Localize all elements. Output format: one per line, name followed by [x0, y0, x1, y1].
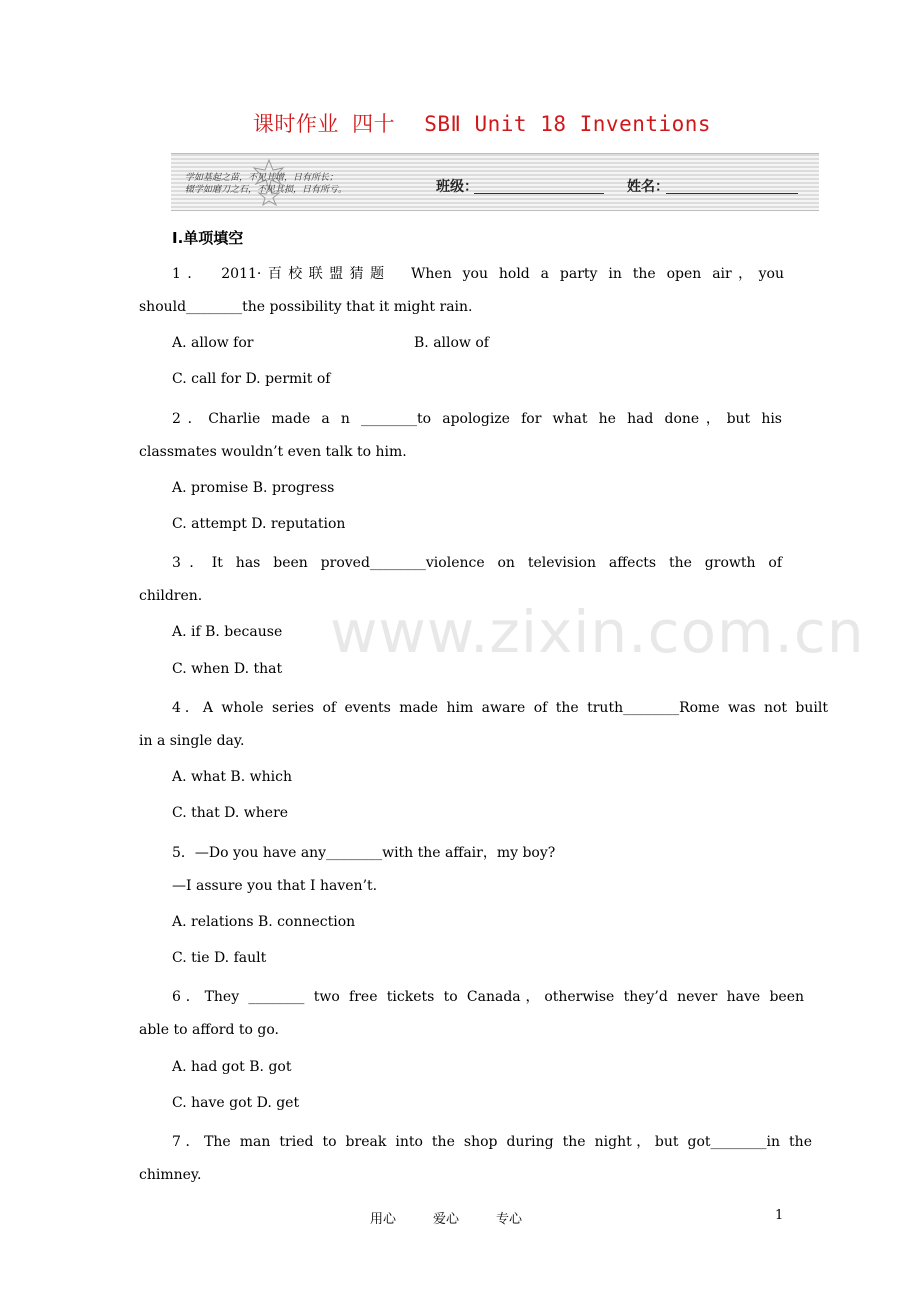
footer-slogan-2: 爱心 — [433, 1212, 460, 1227]
header-banner — [171, 153, 819, 211]
question-1-line-2: should________the possibility that it might rain. — [139, 299, 473, 315]
footer-slogan-1: 用心 — [370, 1212, 397, 1227]
question-1-option-b: B. allow of — [414, 335, 489, 351]
section-title: Ⅰ.单项填空 — [172, 229, 244, 247]
question-6-options-ab: A. had got B. got — [172, 1059, 292, 1075]
question-6-options-cd: C. have got D. get — [172, 1095, 300, 1111]
watermark: www.zixin.com.cn — [330, 598, 865, 666]
page-number: 1 — [775, 1208, 784, 1223]
question-2-line-2: classmates wouldn’t even talk to him. — [139, 444, 407, 460]
question-7-line-1: 7．The man tried to break into the shop during the night，but got________in the — [172, 1134, 812, 1150]
question-3-line-2: children. — [139, 588, 203, 604]
question-5-line-2: —I assure you that I haven’t. — [172, 878, 378, 894]
motto-text: 学如基起之苗，不见其增，日有所长； 辍学如磨刀之石，不见其损，日有所亏。 — [185, 173, 348, 195]
question-3-options-cd: C. when D. that — [172, 661, 283, 677]
question-1-options-cd: C. call for D. permit of — [172, 371, 331, 387]
question-4-line-2: in a single day. — [139, 733, 245, 749]
question-2-options-ab: A. promise B. progress — [172, 480, 335, 496]
question-5-options-cd: C. tie D. fault — [172, 950, 267, 966]
question-7-line-2: chimney. — [139, 1167, 202, 1183]
question-2-line-1: 2．Charlie made a n ________to apologize for what he had done，but his — [172, 411, 782, 427]
class-field[interactable] — [474, 193, 604, 194]
title-english: SBⅡ Unit 18 Inventions — [424, 112, 712, 136]
page-title — [0, 108, 920, 138]
question-4-options-cd: C. that D. where — [172, 805, 289, 821]
question-6-line-1: 6．They ________ two free tickets to Canada，otherwise they’d never have been — [172, 989, 804, 1005]
question-4-line-1: 4．A whole series of events made him aware of the truth________Rome was not built — [172, 700, 828, 716]
question-5-line-1: 5．—Do you have any________with the affair，my boy? — [172, 845, 556, 861]
question-5-options-ab: A. relations B. connection — [172, 914, 356, 930]
question-4-options-ab: A. what B. which — [172, 769, 292, 785]
question-1-option-a: A. allow for — [172, 335, 254, 351]
question-6-line-2: able to afford to go. — [139, 1022, 279, 1038]
footer-slogan-3: 专心 — [496, 1212, 523, 1227]
class-label: 班级： — [436, 179, 478, 195]
question-1-line-1: 1． 2011·百校联盟猜题 When you hold a party in the open air，you — [172, 266, 784, 282]
question-2-options-cd: C. attempt D. reputation — [172, 516, 346, 532]
title-chinese: 课时作业 四十 — [252, 112, 396, 136]
name-field[interactable] — [666, 193, 798, 194]
question-3-line-1: 3．It has been proved________violence on television affects the growth of — [172, 555, 782, 571]
name-label: 姓名： — [627, 179, 669, 195]
question-3-options-ab: A. if B. because — [172, 624, 283, 640]
